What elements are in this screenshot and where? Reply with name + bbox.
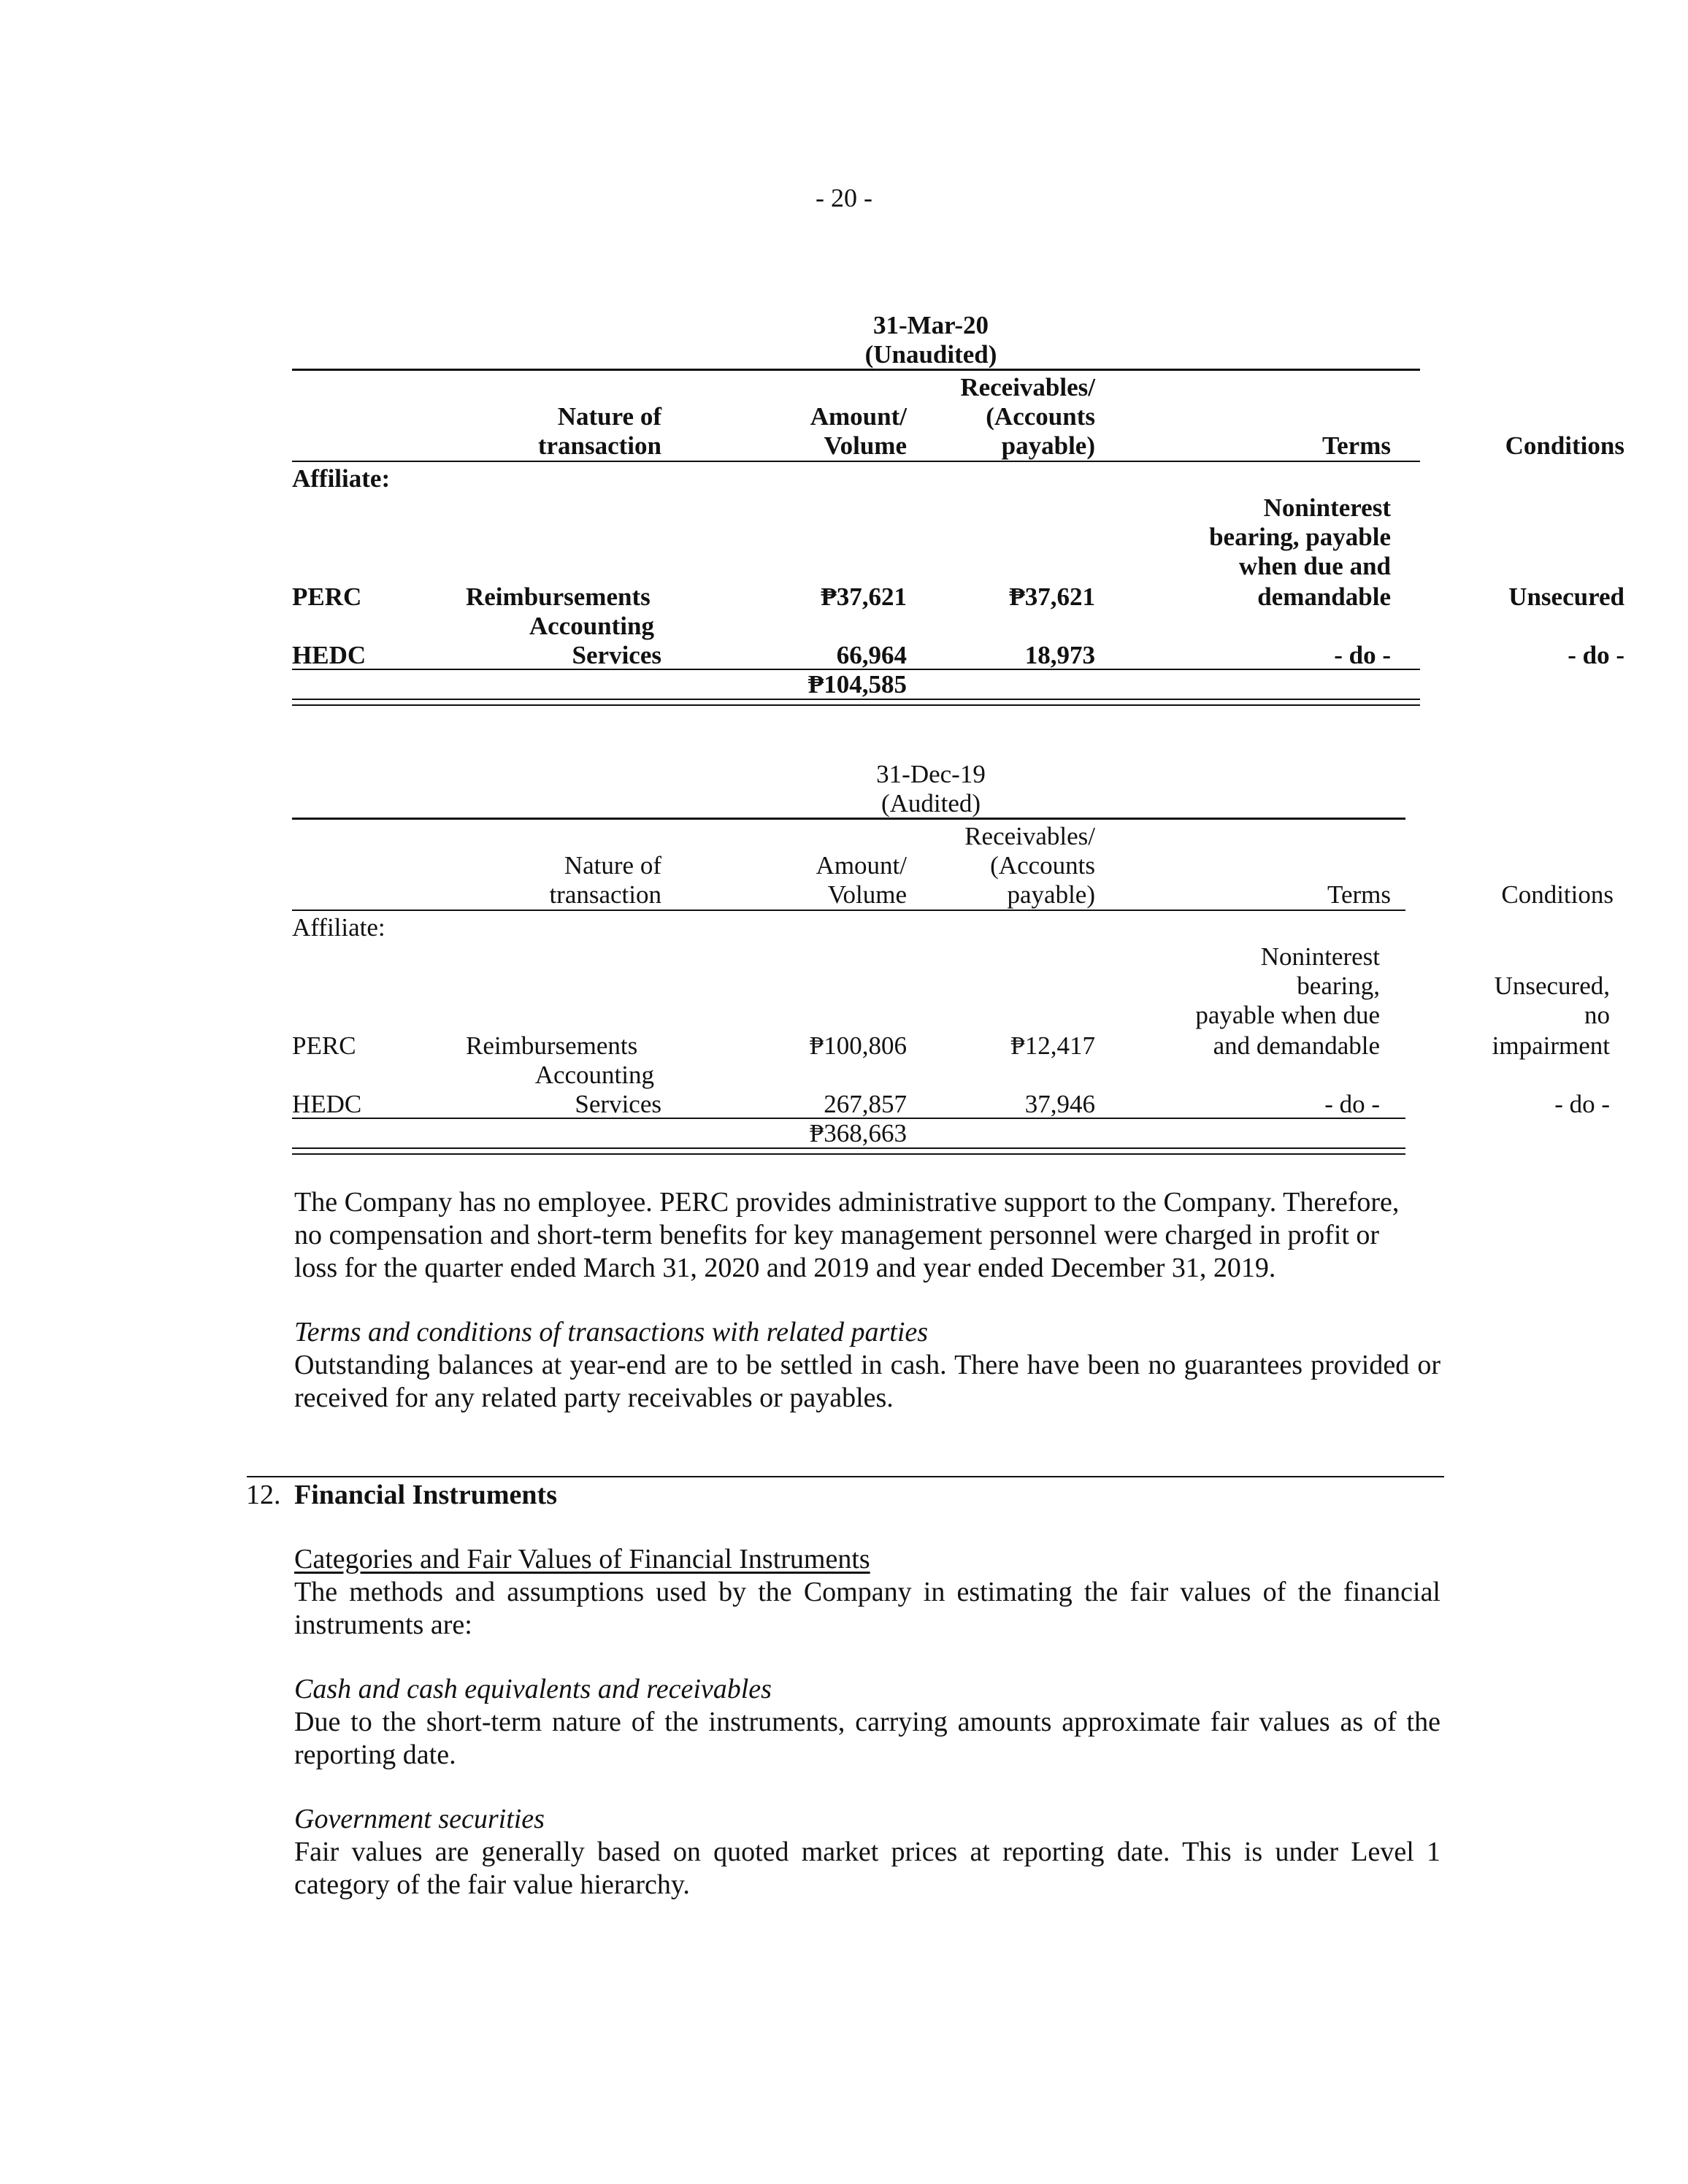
conditions-cell: Unsecured: [1508, 582, 1624, 611]
header-rule: [292, 910, 1405, 911]
entity-cell: HEDC: [292, 641, 367, 669]
receivable-cell: ₱37,621: [1009, 582, 1095, 611]
table-period: 31-Mar-20: [872, 311, 989, 339]
header-amount: Volume: [824, 431, 907, 460]
header-nature: transaction: [549, 880, 661, 909]
header-receivables: payable): [1007, 880, 1095, 909]
header-receivables: (Accounts: [986, 402, 1095, 431]
terms-cell: Noninterest: [1260, 942, 1380, 971]
employee-note: [294, 1186, 1440, 1285]
table-top-rule: [292, 369, 1420, 371]
terms-cell: - do -: [1334, 641, 1391, 669]
header-receivables: Receivables/: [960, 373, 1095, 401]
total-cell: ₱104,585: [807, 670, 907, 699]
terms-cell: demandable: [1257, 582, 1391, 611]
nature-cell: Accounting: [529, 612, 654, 640]
amount-cell: ₱37,621: [821, 582, 907, 611]
cash-heading: Cash and cash equivalents and receivables: [294, 1674, 772, 1704]
entity-cell: HEDC: [292, 1090, 362, 1118]
terms-heading: Terms and conditions of transactions with related parties: [294, 1317, 929, 1347]
conditions-cell: no: [1584, 1001, 1610, 1029]
employee-note-line: no compensation and short-term benefits for key management personnel were charged in profit or: [294, 1220, 1380, 1250]
header-conditions: Conditions: [1505, 431, 1624, 460]
table-period: 31-Dec-19: [876, 760, 986, 788]
amount-cell: ₱100,806: [809, 1031, 907, 1060]
total-double-rule: [292, 704, 1420, 706]
total-double-rule: [292, 699, 1420, 700]
header-amount: Amount/: [810, 402, 907, 431]
related-party-table-2019: [292, 759, 1614, 1153]
table-audit-status: (Unaudited): [864, 340, 997, 369]
header-receivables: payable): [1001, 431, 1095, 460]
employee-note-line: loss for the quarter ended March 31, 2020 and 2019 and year ended December 31, 2019.: [294, 1253, 1276, 1283]
gov-text: Fair values are generally based on quoted market prices at reporting date. This is under Level 1 category of the fair value hierarchy.: [294, 1837, 1440, 1900]
nature-cell: Reimbursements: [466, 1031, 638, 1060]
cash-text: Due to the short-term nature of the instruments, carrying amounts approximate fair values as of the reporting date.: [294, 1707, 1440, 1770]
receivable-cell: 37,946: [1024, 1090, 1095, 1118]
table-audit-status: (Audited): [881, 789, 981, 818]
section-subheading: Categories and Fair Values of Financial Instruments: [294, 1544, 870, 1574]
header-terms: Terms: [1327, 880, 1391, 909]
header-receivables: (Accounts: [990, 851, 1095, 880]
employee-note-line: The Company has no employee. PERC provides administrative support to the Company. Therefore,: [294, 1187, 1400, 1218]
terms-cell: bearing,: [1297, 972, 1380, 1000]
section-label: Affiliate:: [292, 913, 385, 942]
gov-heading: Government securities: [294, 1804, 545, 1834]
header-nature: Nature of: [557, 402, 661, 431]
section-number: 12.: [246, 1480, 281, 1510]
related-party-table-2020: [292, 310, 1624, 704]
header-amount: Amount/: [816, 851, 907, 880]
terms-cell: Noninterest: [1263, 493, 1391, 522]
nature-cell: Services: [575, 1090, 661, 1118]
nature-cell: Accounting: [534, 1061, 654, 1089]
total-double-rule: [292, 1147, 1405, 1149]
terms-cell: when due and: [1238, 552, 1391, 580]
section-intro: The methods and assumptions used by the Company in estimating the fair values of the financial instruments are:: [294, 1577, 1440, 1640]
header-amount: Volume: [827, 880, 907, 909]
total-cell: ₱368,663: [809, 1119, 907, 1147]
total-double-rule: [292, 1153, 1405, 1155]
section-label: Affiliate:: [292, 464, 391, 493]
section-divider: [247, 1476, 1444, 1477]
amount-cell: 66,964: [836, 641, 907, 669]
page-number: - 20 -: [816, 183, 872, 212]
conditions-cell: - do -: [1568, 641, 1624, 669]
terms-cell: bearing, payable: [1209, 523, 1391, 551]
section-title: Financial Instruments: [294, 1480, 557, 1510]
terms-cell: - do -: [1324, 1090, 1380, 1118]
header-nature: Nature of: [564, 851, 661, 880]
terms-text: Outstanding balances at year-end are to be settled in cash. There have been no guarantees provided or received for any related party receivables or payables.: [294, 1350, 1440, 1413]
header-nature: transaction: [537, 431, 661, 460]
terms-cell: and demandable: [1213, 1031, 1380, 1060]
header-receivables: Receivables/: [964, 822, 1095, 850]
nature-cell: Reimbursements: [466, 582, 651, 611]
header-conditions: Conditions: [1501, 880, 1614, 909]
entity-cell: PERC: [292, 1031, 356, 1060]
terms-cell: payable when due: [1195, 1001, 1380, 1029]
amount-cell: 267,857: [824, 1090, 907, 1118]
receivable-cell: 18,973: [1024, 641, 1095, 669]
receivable-cell: ₱12,417: [1010, 1031, 1095, 1060]
table-top-rule: [292, 818, 1405, 820]
header-terms: Terms: [1322, 431, 1391, 460]
nature-cell: Services: [572, 641, 661, 669]
conditions-cell: impairment: [1492, 1031, 1610, 1060]
conditions-cell: Unsecured,: [1494, 972, 1610, 1000]
entity-cell: PERC: [292, 582, 362, 611]
header-rule: [292, 461, 1420, 462]
conditions-cell: - do -: [1554, 1090, 1610, 1118]
